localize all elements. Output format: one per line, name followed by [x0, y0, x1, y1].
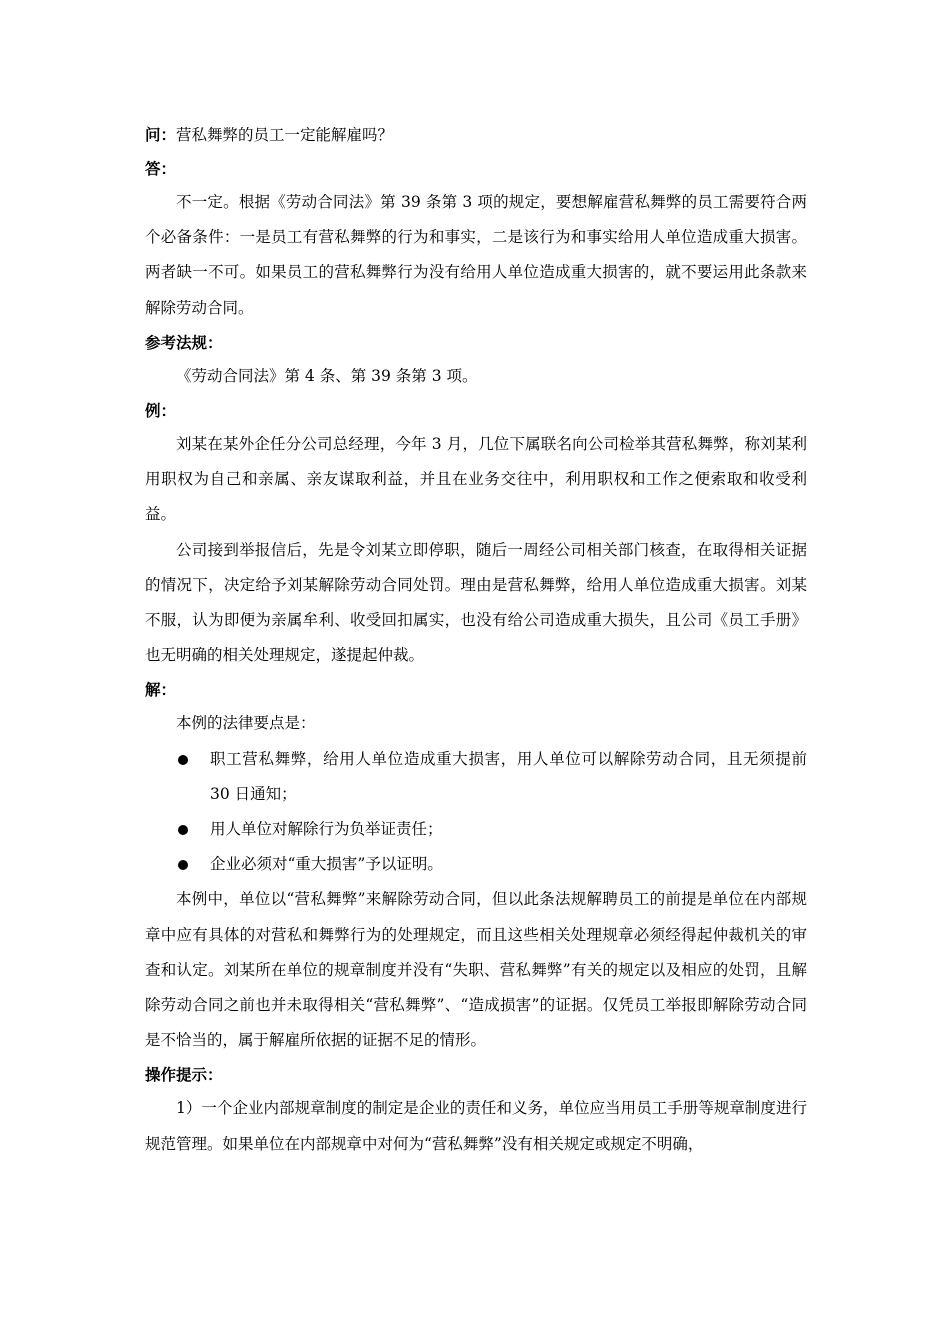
answer-paragraph: 不一定。根据《劳动合同法》第 39 条第 3 项的规定，要想解雇营私舞弊的员工需要符合两个必备条件：一是员工有营私舞弊的行为和事实，二是该行为和事实给用人单位造成重大损害。两者缺一不可。如果员工的营私舞弊行为没有给用人单位造成重大损害的，就不要运用此条款来解除劳动合同。 [145, 193, 807, 317]
list-item [145, 847, 807, 882]
question-text: 营私舞弊的员工一定能解雇吗？ [176, 126, 394, 144]
answer-label: 答： [145, 159, 177, 178]
question-label: 问： [145, 125, 177, 144]
legal-point-text: 职工营私舞弊，给用人单位造成重大损害，用人单位可以解除劳动合同，且无须提前 30 日通知； [210, 749, 807, 803]
bullet-icon [178, 825, 188, 835]
list-item [145, 742, 807, 812]
solution-intro: 本例的法律要点是： [176, 714, 316, 733]
solution-analysis: 本例中，单位以“营私舞弊”来解除劳动合同，但以此条法规解聘员工的前提是单位在内部规章中应有具体的对营私和舞弊行为的处理规定，而且这些相关处理规章必须经得起仲裁机关的审查和认定。刘某所在单位的规章制度并没有“失职、营私舞弊”有关的规定以及相应的处罚，且解除劳动合同之前也并未取得相关“营私舞弊”、“造成损害”的证据。仅凭员工举报即解除劳动合同是不恰当的，属于解雇所依据的证据不足的情形。 [145, 890, 807, 1050]
bullet-icon [178, 860, 188, 870]
legal-point-text: 企业必须对“重大损害”予以证明。 [210, 855, 443, 874]
reference-text: 《劳动合同法》第 4 条、第 39 条第 3 项。 [176, 366, 478, 385]
example-paragraph-2: 公司接到举报信后，先是令刘某立即停职，随后一周经公司相关部门核查，在取得相关证据的情况下，决定给予刘某解除劳动合同处罚。理由是营私舞弊，给用人单位造成重大损害。刘某不服，认为即便为亲属牟利、收受回扣属实，也没有给公司造成重大损失，且公司《员工手册》也无明确的相关处理规定，遂提起仲裁。 [145, 540, 807, 665]
example-paragraph-1: 刘某在某外企任分公司总经理，今年 3 月，几位下属联名向公司检举其营私舞弊，称刘某利用职权为自己和亲属、亲友谋取利益，并且在业务交往中，利用职权和工作之便索取和收受利益。 [145, 435, 807, 524]
list-item [145, 812, 807, 847]
legal-points-list [145, 742, 807, 883]
tips-label: 操作提示： [145, 1065, 223, 1085]
question-line [145, 118, 807, 152]
bullet-icon [178, 755, 188, 765]
example-label: 例： [145, 401, 177, 421]
solution-label: 解： [145, 680, 177, 700]
reference-label: 参考法规： [145, 332, 223, 352]
legal-point-text: 用人单位对解除行为负举证责任； [210, 820, 443, 839]
tips-paragraph: 1）一个企业内部规章制度的制定是企业的责任和义务，单位应当用员工手册等规章制度进行规范管理。如果单位在内部规章中对何为“营私舞弊”没有相关规定或规定不明确， [145, 1099, 807, 1153]
document-page [145, 118, 807, 1162]
